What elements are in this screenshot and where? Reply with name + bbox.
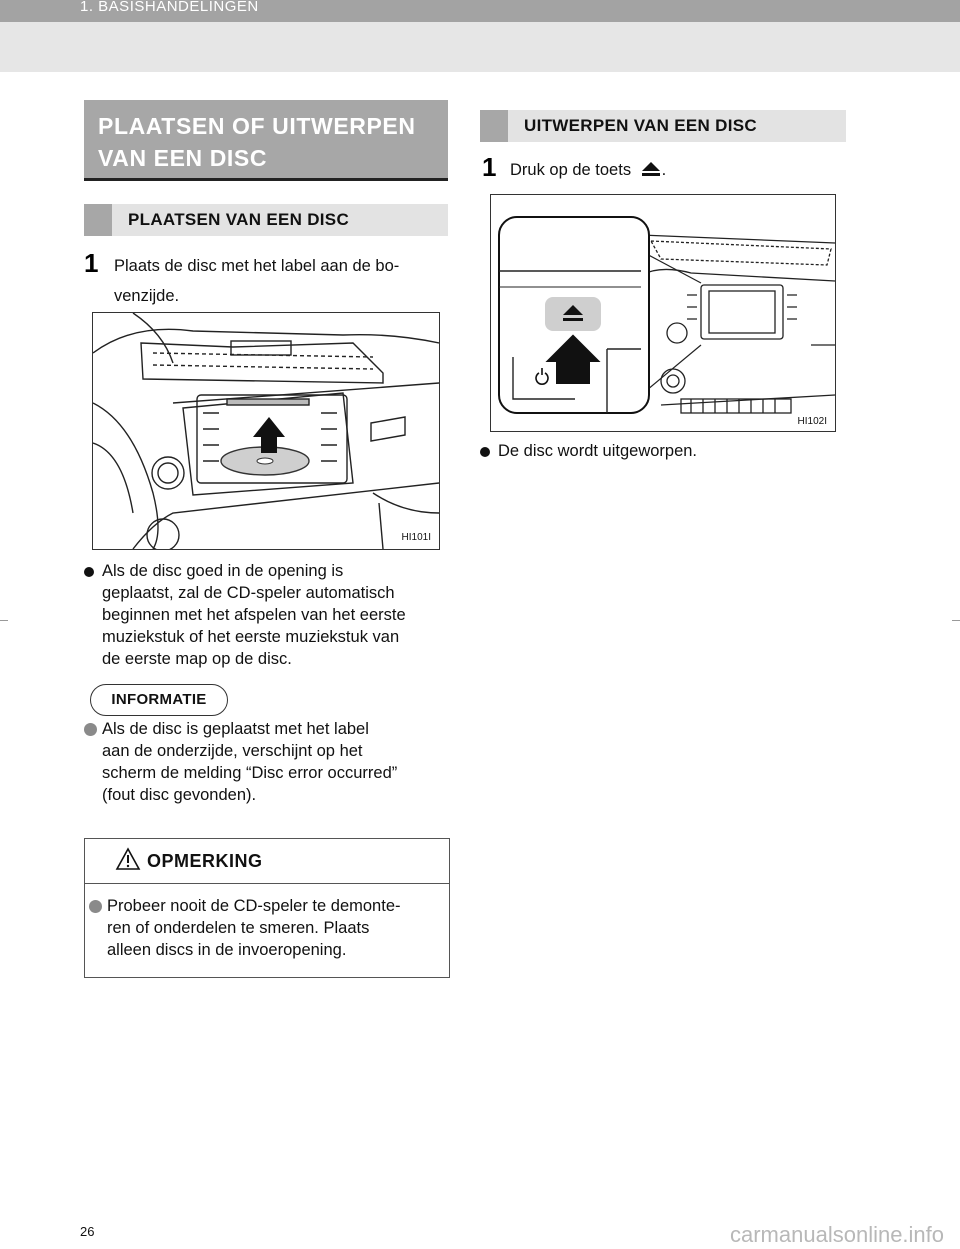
step-number: 1 — [84, 248, 99, 278]
section-heading-line1: PLAATSEN OF UITWERPEN — [98, 113, 416, 139]
warning-triangle-icon — [115, 847, 141, 871]
bullet-eject-text: De disc wordt uitgeworpen. — [498, 442, 698, 460]
warning-title: OPMERKING — [147, 851, 263, 871]
info-label-badge — [90, 684, 228, 716]
info-line: Als de disc is geplaatst met het label — [102, 720, 369, 738]
info-line: aan de onderzijde, verschijnt op het — [102, 742, 363, 760]
subheading-eject-label: UITWERPEN VAN EEN DISC — [524, 116, 757, 135]
bullet-line: Als de disc goed in de opening is — [102, 562, 344, 580]
chapter-header-bar — [0, 0, 960, 22]
section-heading-line2: VAN EEN DISC — [98, 145, 268, 171]
info-line: (fout disc gevonden). — [102, 786, 257, 804]
subheading-insert — [84, 204, 448, 236]
warning-note — [89, 895, 439, 961]
bullet-line: muziekstuk of het eerste muziekstuk van — [102, 628, 400, 646]
figure-code: HI101I — [401, 532, 431, 543]
info-label: INFORMATIE — [111, 691, 207, 708]
bullet-line: beginnen met het afspelen van het eerste — [102, 606, 406, 624]
step-number-eject: 1 — [482, 152, 497, 182]
header-band — [0, 22, 960, 72]
eject-disc-illustration — [490, 194, 836, 432]
eject-dashboard-drawing — [491, 195, 835, 431]
margin-tick-right — [952, 620, 960, 621]
warning-bullet-dot — [89, 900, 102, 913]
bullet-line: geplaatst, zal de CD-speler automatisch — [102, 584, 395, 602]
eject-icon — [640, 161, 662, 177]
bullet-line: de eerste map op de disc. — [102, 650, 292, 668]
warning-box — [84, 838, 450, 978]
insert-disc-illustration — [92, 312, 440, 550]
step-text-eject-end: . — [661, 161, 667, 179]
info-note — [84, 718, 448, 806]
step-text — [114, 251, 454, 311]
margin-tick-left — [0, 620, 8, 621]
bullet-note — [84, 560, 448, 670]
dashboard-drawing — [93, 313, 439, 549]
warning-header — [85, 839, 449, 884]
warning-line: ren of onderdelen te smeren. Plaats — [107, 919, 370, 937]
chapter-title: 1. BASISHANDELINGEN — [80, 0, 259, 15]
step-text-line1: Plaats de disc met het label aan de bo- — [114, 257, 400, 275]
warning-line: alleen discs in de invoeropening. — [107, 941, 347, 959]
bullet-eject — [480, 440, 846, 462]
figure-code-eject: HI102I — [797, 416, 827, 427]
info-line: scherm de melding “Disc error occurred” — [102, 764, 398, 782]
watermark: carmanualsonline.info — [730, 1222, 945, 1247]
warning-line: Probeer nooit de CD-speler te demonte- — [107, 897, 401, 915]
step-text-eject — [510, 155, 830, 185]
step-text-eject-label: Druk op de toets — [510, 161, 632, 179]
page-number: 26 — [80, 1224, 95, 1239]
step-text-line2: venzijde. — [114, 287, 180, 305]
section-heading — [84, 100, 448, 181]
info-bullet-dot — [84, 723, 97, 736]
bullet-dot-eject — [480, 447, 490, 457]
subheading-insert-label: PLAATSEN VAN EEN DISC — [128, 210, 350, 229]
subheading-eject — [480, 110, 846, 142]
bullet-dot — [84, 567, 94, 577]
